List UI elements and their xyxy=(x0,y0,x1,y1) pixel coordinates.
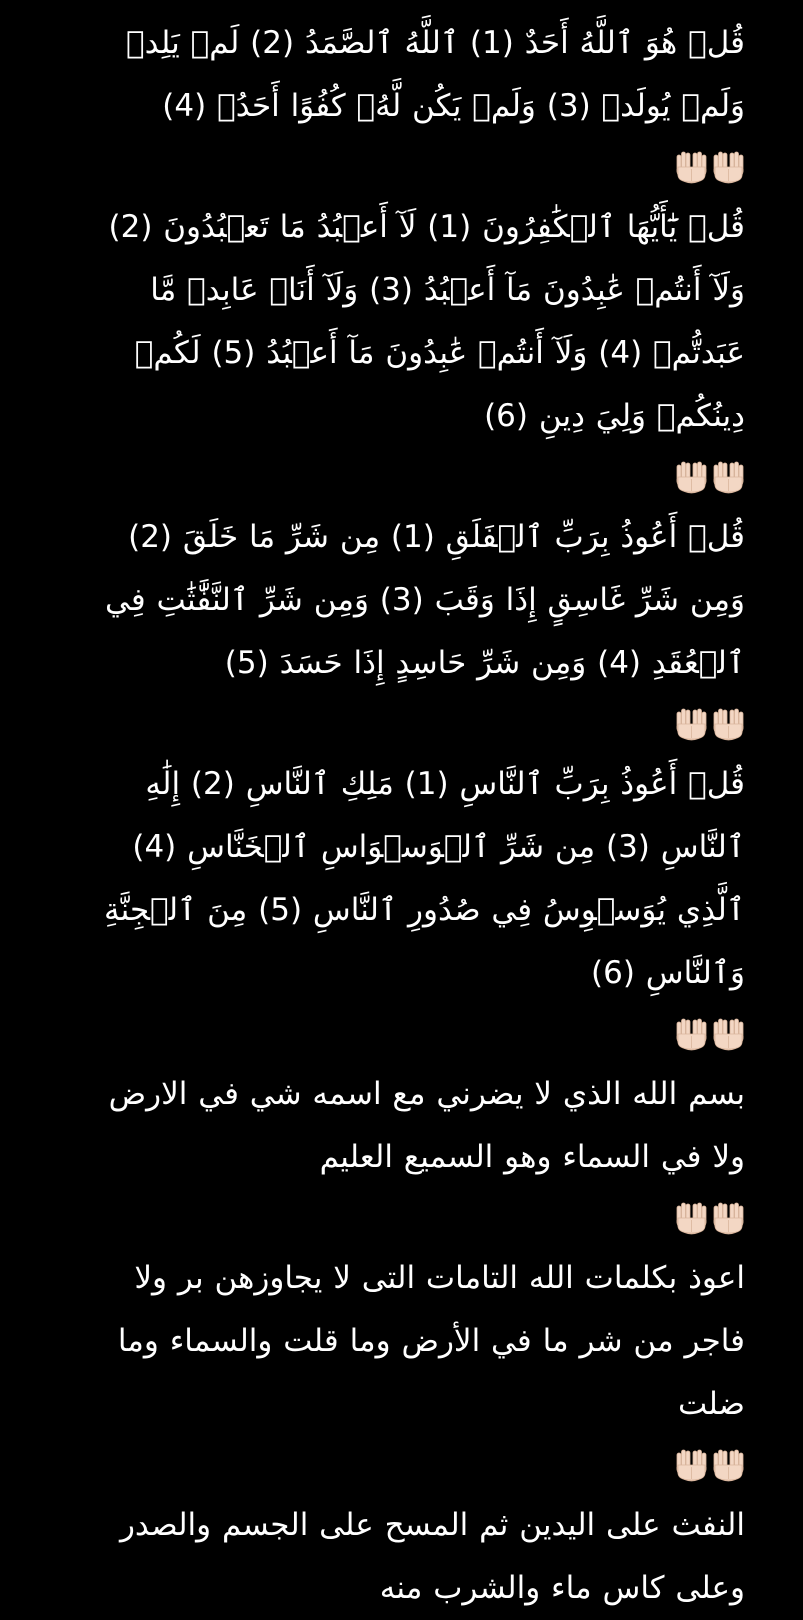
palms-divider xyxy=(70,138,745,196)
palms-up-together-icon xyxy=(712,1016,745,1052)
palms-divider xyxy=(70,1436,745,1494)
palms-up-together-icon xyxy=(712,706,745,742)
palms-up-together-icon xyxy=(675,706,708,742)
bismillah-supplication: بسم الله الذي لا يضرني مع اسمه شي في الارض ولا في السماء وهو السميع العليم xyxy=(108,1076,745,1175)
palms-up-together-icon xyxy=(675,459,708,495)
palms-divider xyxy=(70,1005,745,1063)
palms-up-together-icon xyxy=(712,1200,745,1236)
palms-divider xyxy=(70,695,745,753)
instructions-note: النفث على اليدين ثم المسح على الجسم والصدر وعلى كاس ماء والشرب منه xyxy=(119,1507,745,1606)
protection-supplication: اعوذ بكلمات الله التامات التى لا يجاوزهن بر ولا فاجر من شر ما في الأرض وما قلت والسماء وما ضلت xyxy=(117,1260,745,1422)
palms-up-together-icon xyxy=(675,1447,708,1483)
surah-an-nas: قُلۡ أَعُوذُ بِرَبِّ ٱلنَّاسِ (1) مَلِكِ ٱلنَّاسِ (2) إِلَٰهِ ٱلنَّاسِ (3) مِن شَرِّ ٱلۡوَسۡوَاسِ ٱلۡخَنَّاسِ (4) ٱلَّذِي يُوَسۡوِسُ فِي صُدُورِ ٱلنَّاسِ (5) مِنَ ٱلۡجِنَّةِ وَٱلنَّاسِ (6) xyxy=(104,766,745,991)
palms-divider xyxy=(70,448,745,506)
palms-up-together-icon xyxy=(712,459,745,495)
surah-al-kafirun: قُلۡ يَٰٓأَيُّهَا ٱلۡكَٰفِرُونَ (1) لَآ أَعۡبُدُ مَا تَعۡبُدُونَ (2) وَلَآ أَنتُمۡ عَٰبِدُونَ مَآ أَعۡبُدُ (3) وَلَآ أَنَا۠ عَابِدٞ مَّا عَبَدتُّمۡ (4) وَلَآ أَنتُمۡ عَٰبِدُونَ مَآ أَعۡبُدُ (5) لَكُمۡ دِينُكُمۡ وَلِيَ دِينِ (6) xyxy=(108,209,745,434)
palms-divider xyxy=(70,1189,745,1247)
palms-up-together-icon xyxy=(675,1016,708,1052)
surah-al-ikhlas: قُلۡ هُوَ ٱللَّهُ أَحَدٌ (1) ٱللَّهُ ٱلصَّمَدُ (2) لَمۡ يَلِدۡ وَلَمۡ يُولَدۡ (3) وَلَمۡ يَكُن لَّهُۥ كُفُوًا أَحَدُۢ (4) xyxy=(126,25,745,124)
palms-up-together-icon xyxy=(675,149,708,185)
palms-up-together-icon xyxy=(712,1447,745,1483)
palms-up-together-icon xyxy=(712,149,745,185)
palms-up-together-icon xyxy=(675,1200,708,1236)
surah-al-falaq: قُلۡ أَعُوذُ بِرَبِّ ٱلۡفَلَقِ (1) مِن شَرِّ مَا خَلَقَ (2) وَمِن شَرِّ غَاسِقٍ إِذَا وَقَبَ (3) وَمِن شَرِّ ٱلنَّفَّٰثَٰتِ فِي ٱلۡعُقَدِ (4) وَمِن شَرِّ حَاسِدٍ إِذَا حَسَدَ (5) xyxy=(105,519,745,681)
